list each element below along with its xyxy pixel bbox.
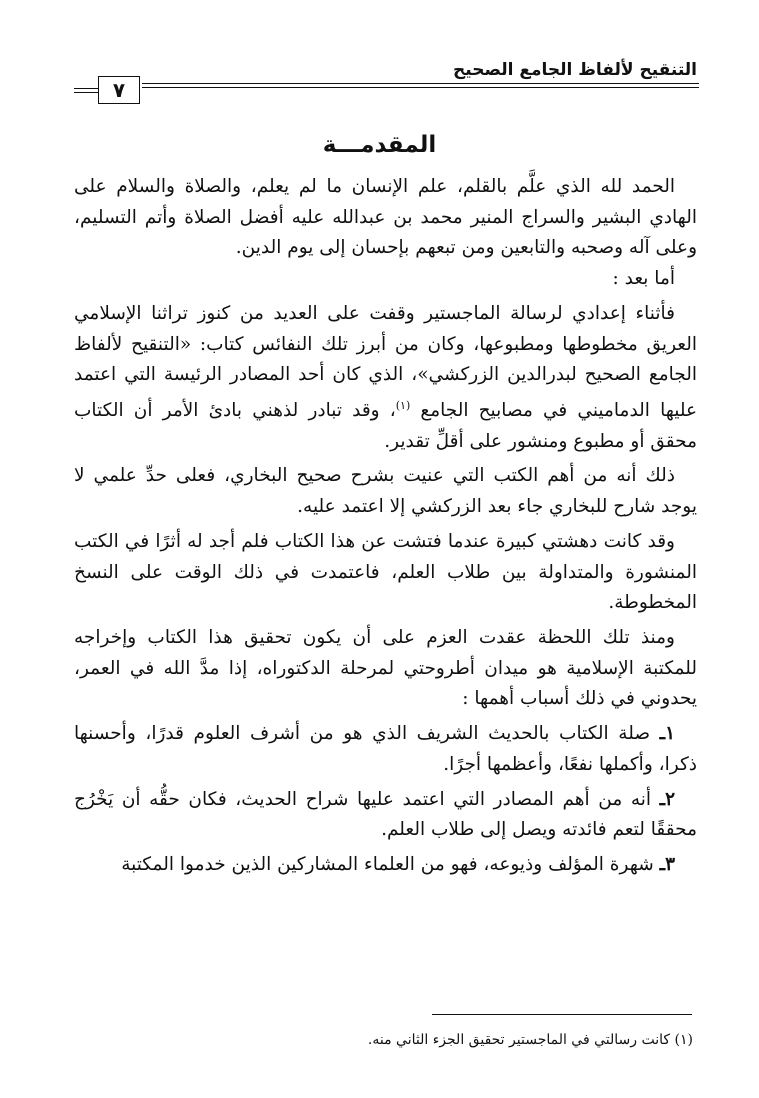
paragraph-decision: ومنذ تلك اللحظة عقدت العزم على أن يكون تحقيق هذا الكتاب وإخراجه للمكتبة الإسلامية هو ميدان أطروحتي لمرحلة الدكتوراه، إذا مدَّ الله في العمر، يحدوني في ذلك أسباب أهمها :	[74, 627, 697, 710]
reason-item	[74, 719, 697, 780]
footnote	[368, 1032, 693, 1048]
paragraph-surprise: وقد كانت دهشتي كبيرة عندما فتشت عن هذا الكتاب فلم أجد له أثرًا في الكتب المنشورة والمتداولة بين طلاب العلم، فاعتمدت في ذلك الوقت على النسخ المخطوطة.	[74, 530, 697, 614]
reason-item	[74, 850, 697, 881]
paragraph-importance: ذلك أنه من أهم الكتب التي عنيت بشرح صحيح البخاري، فعلى حدِّ علمي لا يوجد شارح للبخاري جاء بعد الزركشي إلا اعتمد عليه.	[74, 465, 697, 518]
paragraph-amma-baad: أما بعد :	[612, 268, 675, 290]
paragraph-book-intro	[74, 299, 697, 458]
header-rule	[142, 83, 699, 88]
paragraph-opening: الحمد لله الذي علَّم بالقلم، علم الإنسان ما لم يعلم، والصلاة والسلام على الهادي البشير والسراج المنير محمد بن عبدالله عليه أفضل الصلاة وأتم التسليم، وعلى آله وصحبه والتابعين ومن تبعهم بإحسان إلى يوم الدين.	[74, 176, 697, 259]
section-heading: المقدمـــة	[322, 132, 437, 158]
reason-text: صلة الكتاب بالحديث الشريف الذي هو من أشرف العلوم قدرًا، وأحسنها ذكرا، وأكملها نفعًا، وأعظمها أجرًا.	[74, 723, 697, 775]
footnote-reference[interactable]: (١)	[395, 398, 411, 412]
reason-item	[74, 785, 697, 846]
reason-number: ١ـ	[659, 723, 675, 745]
reason-number: ٣ـ	[659, 853, 675, 875]
paragraph-book-intro-part1: فأثناء إعدادي لرسالة الماجستير وقفت على العديد من كنوز تراثنا الإسلامي العريق مخطوطها ومطبوعها، وكان من أبرز تلك النفائس كتاب: «التنقيح لألفاظ الجامع الصحيح لبدرالدين الزركشي»، الذي كان أحد المصادر الرئيسة التي اعتمد عليها الدماميني في مصابيح الجامع	[74, 302, 697, 422]
header-rule-left	[74, 88, 98, 93]
paragraph-book-intro-part2: ، وقد تبادر لذهني بادئ الأمر أن الكتاب محقق أو مطبوع ومنشور على أقلِّ تقدير.	[74, 400, 697, 452]
page-number: ٧	[98, 76, 140, 104]
reason-text: أنه من أهم المصادر التي اعتمد عليها شراح الحديث، فكان حقُّه أن يَخْرُج محققًا لتعم فائدته ويصل إلى طلاب العلم.	[74, 788, 697, 841]
footnote-marker: (١)	[674, 1032, 693, 1048]
footnote-separator	[432, 1014, 692, 1015]
reason-number: ٢ـ	[659, 788, 675, 810]
reason-text: شهرة المؤلف وذيوعه، فهو من العلماء المشاركين الذين خدموا المكتبة	[121, 853, 654, 875]
running-title: التنقيح لألفاظ الجامع الصحيح	[453, 60, 697, 80]
body-text	[74, 172, 697, 881]
footnote-text: كانت رسالتي في الماجستير تحقيق الجزء الثاني منه.	[367, 1032, 671, 1048]
